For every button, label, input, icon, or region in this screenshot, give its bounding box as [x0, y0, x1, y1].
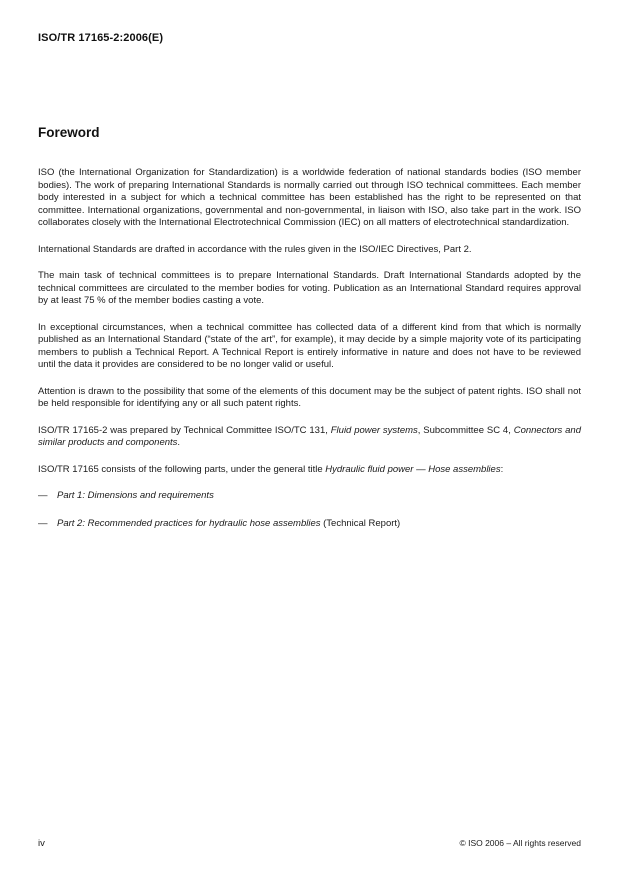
foreword-heading: Foreword — [38, 125, 100, 140]
foreword-paragraph-4: In exceptional circumstances, when a technical committee has collected data of a different kind from that which is normally published as an International Standard (“state of the art”, for example), it may decide by a simple majority vote of its participating members to publish a Technical Report. A Technical Report is entirely informative in nature and does not have to be reviewed until the data it provides are considered to be no longer valid or useful. — [38, 321, 581, 370]
list-item-part-2 — [38, 518, 581, 531]
page-footer — [38, 838, 581, 849]
dash-marker: — — [38, 517, 48, 529]
foreword-paragraph-2: International Standards are drafted in accordance with the rules given in the ISO/IEC Directives, Part 2. — [38, 243, 472, 255]
foreword-paragraph-5: Attention is drawn to the possibility that some of the elements of this document may be the subject of patent rights. ISO shall not be held responsible for identifying any or all such patent rights. — [38, 385, 581, 409]
list-item-part-1 — [38, 490, 581, 503]
page-number: iv — [38, 838, 45, 849]
foreword-paragraph-6: ISO/TR 17165-2 was prepared by Technical Committee ISO/TC 131, Fluid power systems, Subcommittee SC 4, Connectors and similar products and components. — [38, 424, 581, 448]
running-header-doc-ref: ISO/TR 17165-2:2006(E) — [38, 32, 164, 44]
foreword-paragraph-7: ISO/TR 17165 consists of the following parts, under the general title Hydraulic fluid power — Hose assemblies: — [38, 463, 504, 475]
list-item-text: Part 2: Recommended practices for hydraulic hose assemblies (Technical Report) — [57, 517, 401, 529]
foreword-paragraph-3: The main task of technical committees is to prepare International Standards. Draft International Standards adopted by the technical committees are circulated to the member bodies for voting. Publication as an International Standard requires approval by at least 75 % of the member bodies casting a vote. — [38, 270, 581, 306]
foreword-paragraph-1: ISO (the International Organization for Standardization) is a worldwide federation of national standards bodies (ISO member bodies). The work of preparing International Standards is normally carried out through ISO technical committees. Each member body interested in a subject for which a technical committee has been established has the right to be represented on that committee. International organizations, governmental and non-governmental, in liaison with ISO, also take part in the work. ISO collaborates closely with the International Electrotechnical Commission (IEC) on all matters of electrotechnical standardization. — [38, 167, 581, 228]
foreword-section — [38, 125, 581, 545]
dash-marker: — — [38, 490, 48, 501]
parts-list — [38, 490, 581, 530]
list-item-text: Part 1: Dimensions and requirements — [57, 490, 214, 501]
copyright-notice: © ISO 2006 – All rights reserved — [459, 838, 581, 848]
